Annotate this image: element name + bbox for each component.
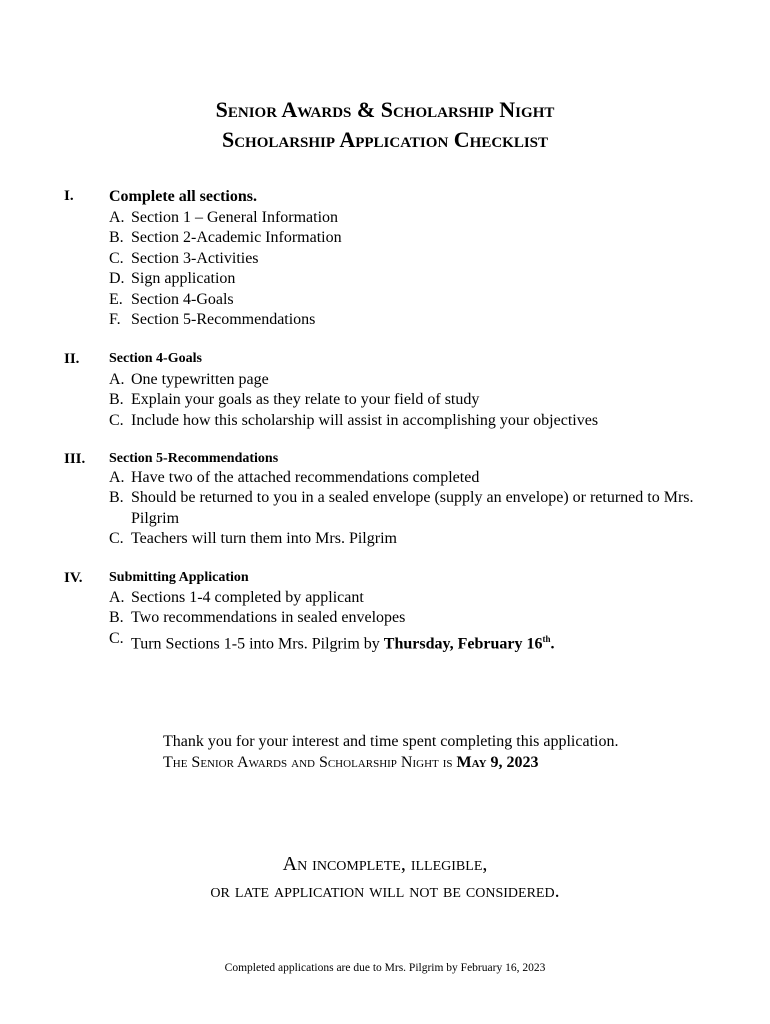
event-date-line	[163, 752, 723, 773]
item-text	[131, 629, 709, 655]
title-line-1: Senior Awards & Scholarship Night	[215, 97, 555, 122]
section-heading: Section 5-Recommendations	[109, 451, 279, 466]
list-item	[109, 411, 709, 431]
thank-you-line: Thank you for your interest and time spent completing this application.	[163, 733, 619, 750]
event-date: May 9, 2023	[456, 754, 539, 771]
list-item	[109, 529, 709, 549]
item-letter: C.	[109, 249, 124, 267]
item-text: Should be returned to you in a sealed envelope (supply an envelope) or returned to Mrs. Pilgrim	[131, 489, 694, 527]
item-text: Explain your goals as they relate to your field of study	[131, 391, 480, 409]
item-text-tail: .	[550, 635, 555, 653]
item-letter: D.	[109, 270, 125, 288]
thank-you-note	[163, 731, 723, 773]
item-text: Sign application	[131, 270, 236, 288]
due-date-suffix: th	[542, 633, 551, 644]
section-items	[109, 370, 709, 431]
item-letter: A.	[109, 209, 125, 226]
warning-line-2: or late application will not be considered.	[210, 880, 560, 902]
footer-note: Completed applications are due to Mrs. Pilgrim by February 16, 2023	[224, 962, 546, 974]
item-text-prefix: Turn Sections 1-5 into Mrs. Pilgrim by	[131, 635, 384, 653]
item-letter: A.	[109, 589, 125, 606]
item-letter: B.	[109, 609, 124, 627]
section-items	[109, 588, 709, 655]
item-text: Section 5-Recommendations	[131, 311, 316, 329]
item-letter: B.	[109, 489, 124, 507]
item-letter: B.	[109, 229, 124, 247]
section-heading: Section 4-Goals	[109, 351, 202, 366]
warning-line-1: An incomplete, illegible,	[282, 853, 488, 875]
list-item	[109, 290, 709, 310]
item-letter: C.	[109, 411, 124, 429]
section-numeral: I.	[64, 188, 74, 204]
item-text: Section 2-Academic Information	[131, 229, 342, 247]
list-item	[109, 588, 709, 608]
item-letter: A.	[109, 371, 125, 388]
list-item	[109, 488, 709, 529]
item-text: One typewritten page	[131, 371, 269, 388]
list-item	[109, 608, 709, 628]
event-date-label: The Senior Awards and Scholarship Night is	[163, 754, 457, 771]
section-numeral: III.	[64, 451, 86, 467]
item-letter: F.	[109, 311, 121, 329]
list-item	[109, 370, 709, 390]
item-text: Section 3-Activities	[131, 249, 259, 267]
item-text: Sections 1-4 completed by applicant	[131, 589, 364, 606]
item-text: Include how this scholarship will assist in accomplishing your objectives	[131, 411, 599, 429]
section-items	[109, 208, 709, 330]
item-letter: C.	[109, 530, 124, 548]
list-item	[109, 468, 709, 488]
due-date-bold: Thursday, February 16	[383, 635, 543, 653]
list-item	[109, 390, 709, 410]
section-numeral: II.	[64, 351, 80, 367]
item-text: Section 1 – General Information	[131, 209, 339, 226]
item-text: Teachers will turn them into Mrs. Pilgrim	[131, 530, 397, 548]
item-letter: B.	[109, 391, 124, 409]
item-text: Section 4-Goals	[131, 290, 234, 308]
title-line-2: Scholarship Application Checklist	[221, 127, 549, 152]
list-item	[109, 228, 709, 248]
list-item	[109, 208, 709, 228]
item-letter: E.	[109, 290, 123, 308]
section-heading: Submitting Application	[109, 570, 249, 585]
item-letter: C.	[109, 629, 124, 647]
list-item	[109, 310, 709, 330]
section-items	[109, 468, 709, 550]
list-item	[109, 629, 709, 655]
section-numeral: IV.	[64, 570, 83, 586]
item-letter: A.	[109, 469, 125, 486]
list-item	[109, 269, 709, 289]
list-item	[109, 249, 709, 269]
item-text: Have two of the attached recommendations completed	[131, 469, 480, 486]
section-heading: Complete all sections.	[109, 188, 257, 205]
item-text: Two recommendations in sealed envelopes	[131, 609, 406, 627]
